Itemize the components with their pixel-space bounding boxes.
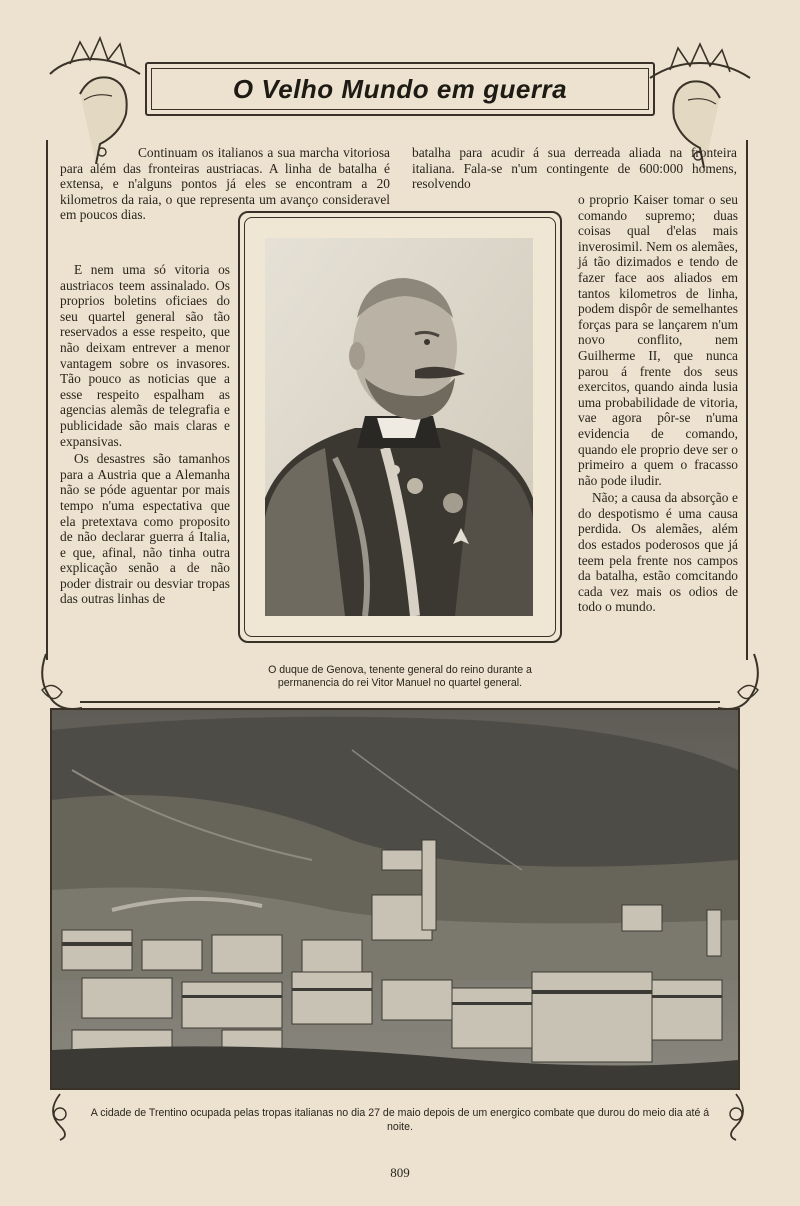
- bottom-left-flourish-icon: [40, 1092, 80, 1142]
- landscape-photo: [50, 708, 740, 1090]
- trentino-town-illustration: [52, 710, 738, 1088]
- frame-bottom-rule: [80, 701, 720, 703]
- left-column-paragraph: Os desastres são tamanhos para a Austria que a Alemanha não se póde aguentar por mais tempo n'uma espectativa que ela pretextava como proposito de não declarar guerra á Italia, e que, afinal, não tinha outra explicação senão a de não poder distrair ou desviar tropas das outras linhas de: [60, 451, 230, 607]
- portrait-caption: O duque de Genova, tenente general do reino durante a permanencia do rei Vitor Manuel no quartel general.: [268, 664, 532, 689]
- lead-paragraph: Continuam os italianos a sua marcha vitoriosa para além das fronteiras austriacas. A linha de batalha é extensa, e n'alguns pontos já eles se encontram a 20 kilometros da raia, o que representa um avanço consideravel em poucos dias.: [60, 145, 390, 223]
- lead-paragraph-continued: batalha para acudir á sua derreada aliada na fronteira italiana. Fala-se n'um contingente de 600:000 homens, resolvendo: [412, 145, 737, 192]
- article-title: O Velho Mundo em guerra: [232, 73, 568, 104]
- right-column: [578, 192, 738, 615]
- landscape-caption: A cidade de Trentino ocupada pelas tropas italianas no dia 27 de maio depois de um energico combate que durou do meio dia até á noite.: [90, 1107, 710, 1133]
- portrait-photo: [265, 238, 533, 616]
- right-column-paragraph: Não; a causa da absorção e do despotismo é uma causa perdida. Os alemães, além dos estados poderosos que já teem pela frente nos campos da batalha, estão comcitando cada vez mais os odios de todo o mundo.: [578, 490, 738, 615]
- right-column-paragraph: o proprio Kaiser tomar o seu comando supremo; duas coisas qual d'elas mais inverosimil. Nem os alemães, já tão dizimados e tendo de fazer face aos aliados em tantos kilometros de linha, podem dispôr de semelhantes forças para se lançarem n'um novo conflito, nem Guilherme II, que nunca parou á frente dos seus exercitos, quando ainda lusia uma probabilidade de vitoria, vae agora pôr-se n'uma evidencia de comando, quando ele proprio deve ser o primeiro a quem o fracasso não pode iludir.: [578, 192, 738, 488]
- left-column: [60, 262, 230, 607]
- title-banner: [145, 62, 655, 116]
- page-number: 809: [390, 1165, 410, 1180]
- left-column-paragraph: E nem uma só vitoria os austriacos teem assinalado. Os proprios boletins oficiaes do seu quartel general são tão reservados a esse respeito, que não deixam entrever a menor vantagem sobre os invasores. Tão pouco as noticias que a esse respeito espalham as agencias alemãs de telegrafia e publicidade são mais claras e expansivas.: [60, 262, 230, 449]
- frame-left-rule: [46, 140, 48, 660]
- bottom-right-flourish-icon: [716, 1092, 756, 1142]
- frame-right-rule: [746, 140, 748, 660]
